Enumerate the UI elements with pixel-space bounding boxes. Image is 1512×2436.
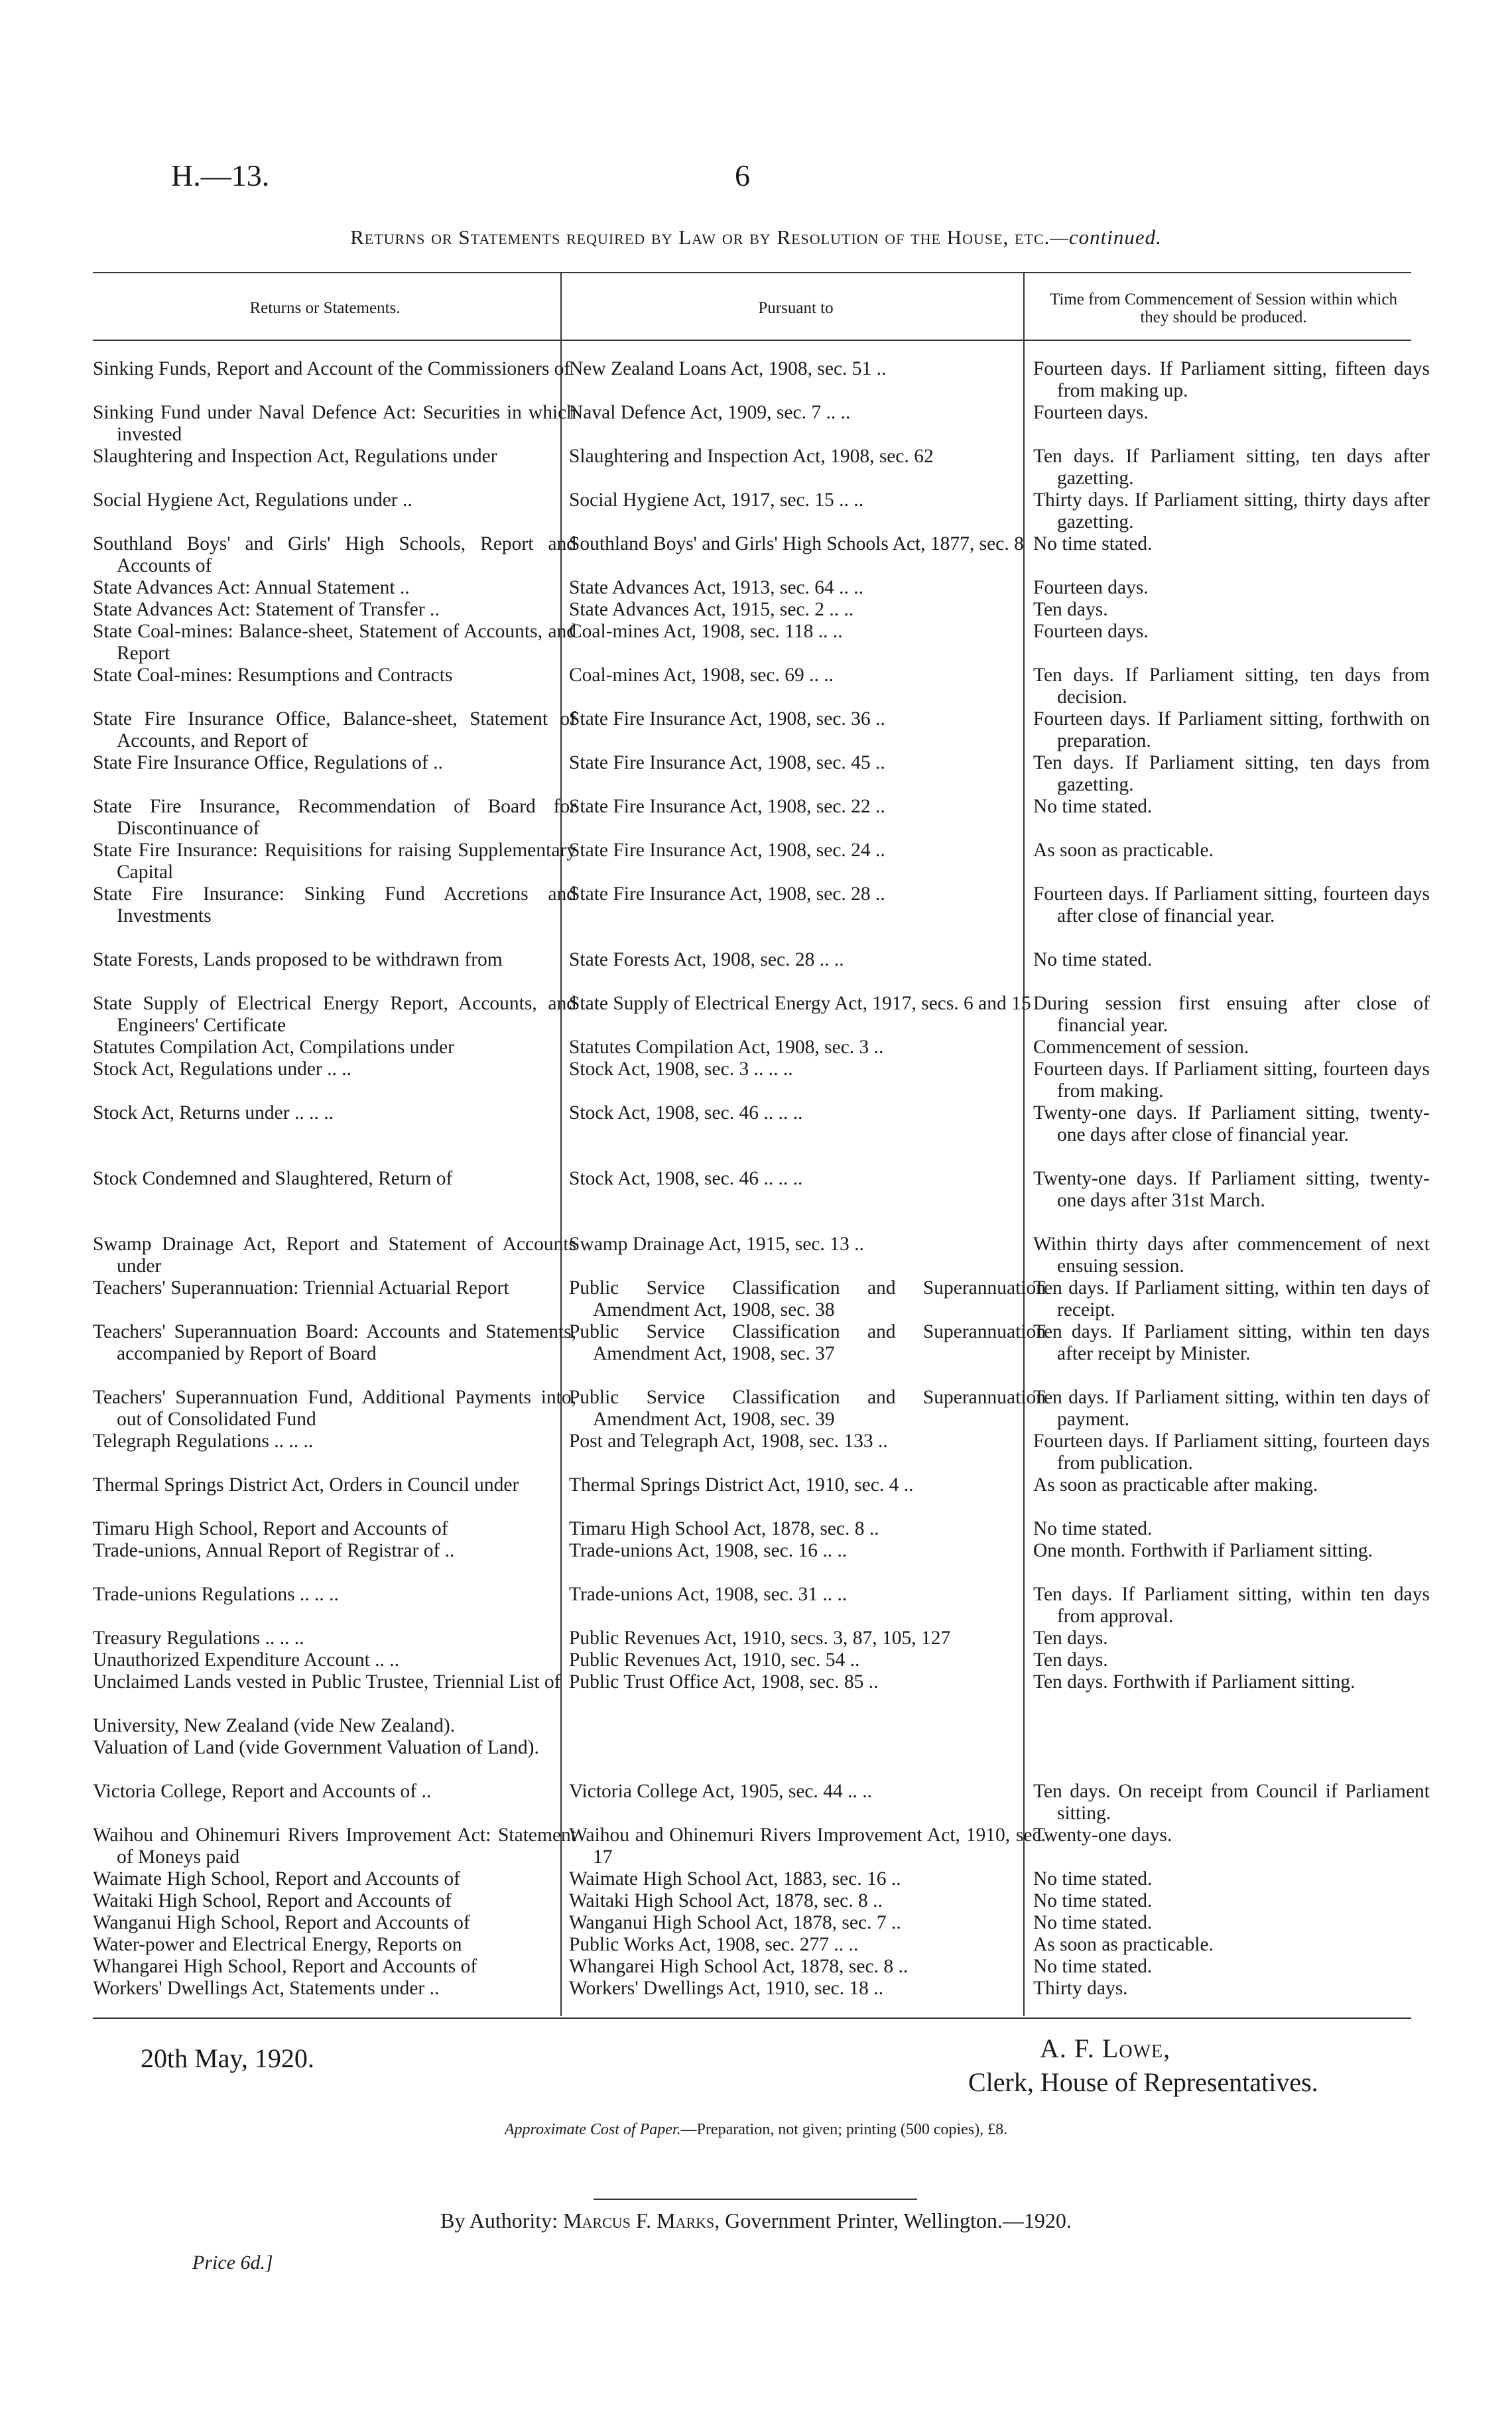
bottom-rule <box>93 2018 1411 2019</box>
cell-returns: Sinking Fund under Naval Defence Act: Securities in which invested <box>93 402 576 445</box>
document-code: H.—13. <box>171 159 270 192</box>
table-row <box>93 840 1411 883</box>
cell-time: Fourteen days. <box>1033 402 1149 423</box>
cell-returns: Unclaimed Lands vested in Public Trustee, Triennial List of <box>93 1671 561 1693</box>
cell-time: No time stated. <box>1033 1518 1153 1539</box>
cell-time: Fourteen days. If Parliament sitting, fifteen days from making up. <box>1033 358 1430 401</box>
cell-pursuant: Public Service Classification and Superannuation Amendment Act, 1908, sec. 38 <box>569 1277 1046 1320</box>
cell-pursuant: Public Trust Office Act, 1908, sec. 85 .. <box>569 1671 879 1693</box>
table-row <box>93 1649 1411 1671</box>
cell-returns: Treasury Regulations .. .. .. <box>93 1628 304 1649</box>
col-header-returns: Returns or Statements. <box>249 299 401 318</box>
cell-time: No time stated. <box>1033 949 1153 970</box>
cell-time: Fourteen days. If Parliament sitting, forthwith on preparation. <box>1033 708 1430 751</box>
cell-time: Thirty days. If Parliament sitting, thirty days after gazetting. <box>1033 489 1430 533</box>
cell-time: Ten days. If Parliament sitting, within ten days of receipt. <box>1033 1277 1430 1320</box>
cell-pursuant: Victoria College Act, 1905, sec. 44 .. .. <box>569 1781 873 1802</box>
cell-pursuant: State Forests Act, 1908, sec. 28 .. .. <box>569 949 844 970</box>
signer-name-text: A. F. Lowe, <box>1040 2033 1171 2063</box>
col-header-pursuant: Pursuant to <box>758 299 834 318</box>
table-row <box>93 796 1411 840</box>
cell-time: Ten days. If Parliament sitting, ten days after gazetting. <box>1033 446 1430 489</box>
table-row <box>93 883 1430 949</box>
table-row <box>93 1956 1411 1978</box>
table-row <box>93 1277 1430 1321</box>
cell-time: Ten days. If Parliament sitting, ten days from decision. <box>1033 665 1430 708</box>
cell-returns: Swamp Drainage Act, Report and Statement of Accounts under <box>93 1234 576 1277</box>
cell-returns: Sinking Funds, Report and Account of the Commissioners of <box>93 358 571 379</box>
table-row <box>93 1037 1411 1058</box>
table-row <box>93 533 1411 577</box>
table-row <box>93 708 1430 752</box>
cell-returns: State Advances Act: Statement of Transfer .. <box>93 599 440 620</box>
signature-date: 20th May, 1920. <box>141 2043 314 2073</box>
cell-returns: State Advances Act: Annual Statement .. <box>93 577 410 598</box>
cell-returns: University, New Zealand (vide New Zealand). <box>93 1715 456 1736</box>
cell-pursuant: Statutes Compilation Act, 1908, sec. 3 .. <box>569 1037 884 1058</box>
signer-name <box>1040 2033 1170 2064</box>
cell-returns: Workers' Dwellings Act, Statements under .. <box>93 1978 440 1999</box>
cell-returns: Trade-unions, Annual Report of Registrar of .. <box>93 1540 455 1561</box>
cost-text: —Preparation, not given; printing (500 copies), £8. <box>680 2121 1008 2138</box>
table-row <box>93 1737 1411 1781</box>
cell-time: As soon as practicable. <box>1033 840 1214 861</box>
cell-returns: State Fire Insurance Office, Regulations of .. <box>93 752 443 773</box>
cell-time: Ten days. Forthwith if Parliament sitting. <box>1033 1671 1355 1693</box>
cell-pursuant: Trade-unions Act, 1908, sec. 16 .. .. <box>569 1540 848 1561</box>
table-row <box>93 1387 1430 1431</box>
cell-pursuant: Slaughtering and Inspection Act, 1908, sec. 62 <box>569 446 934 467</box>
page-number: 6 <box>735 159 750 192</box>
cell-time: Ten days. If Parliament sitting, within ten days from approval. <box>1033 1584 1430 1627</box>
cell-time: Thirty days. <box>1033 1978 1128 1999</box>
table-row <box>93 1584 1430 1628</box>
cell-time: As soon as practicable. <box>1033 1934 1214 1955</box>
top-rule <box>93 272 1411 273</box>
printer-name: Marcus F. Marks <box>563 2209 715 2232</box>
title-continued: —continued. <box>1050 225 1162 249</box>
cell-time: No time stated. <box>1033 533 1153 554</box>
cell-pursuant: Workers' Dwellings Act, 1910, sec. 18 .. <box>569 1978 884 1999</box>
table-row <box>93 489 1430 533</box>
table-row <box>93 599 1411 621</box>
cell-returns: Slaughtering and Inspection Act, Regulations under <box>93 446 497 467</box>
returns-table <box>93 358 1430 2000</box>
cell-returns: Wanganui High School, Report and Accounts of <box>93 1912 470 1933</box>
cell-pursuant: State Fire Insurance Act, 1908, sec. 28 .. <box>569 883 885 905</box>
table-row <box>93 1781 1430 1825</box>
cell-returns: Waitaki High School, Report and Accounts of <box>93 1890 452 1911</box>
cell-time: Fourteen days. <box>1033 621 1149 642</box>
cell-returns: State Coal-mines: Resumptions and Contracts <box>93 665 453 686</box>
cost-label: Approximate Cost of Paper. <box>504 2121 681 2138</box>
title-main: Returns or Statements required by Law or by Resolution of the House, etc. <box>350 225 1050 249</box>
table-row <box>93 402 1411 446</box>
table-row <box>93 665 1430 708</box>
cell-pursuant: Swamp Drainage Act, 1915, sec. 13 .. <box>569 1234 864 1255</box>
cell-returns: State Coal-mines: Balance-sheet, Statement of Accounts, and Report <box>93 621 576 664</box>
cell-time: No time stated. <box>1033 1956 1153 1977</box>
table-row <box>93 1540 1411 1584</box>
cell-time: No time stated. <box>1033 1912 1153 1933</box>
cell-time: Commencement of session. <box>1033 1037 1249 1058</box>
cost-note <box>0 2121 1512 2139</box>
cell-time: As soon as practicable after making. <box>1033 1474 1318 1496</box>
cell-pursuant: Post and Telegraph Act, 1908, sec. 133 .. <box>569 1431 888 1452</box>
cell-pursuant: Stock Act, 1908, sec. 3 .. .. .. <box>569 1058 793 1080</box>
table-row <box>93 1868 1411 1890</box>
cell-time: Within thirty days after commencement of next ensuing session. <box>1033 1234 1430 1277</box>
table-row <box>93 621 1411 665</box>
cell-pursuant: Stock Act, 1908, sec. 46 .. .. .. <box>569 1102 803 1123</box>
cell-returns: Victoria College, Report and Accounts of .. <box>93 1781 432 1802</box>
table-row <box>93 577 1411 599</box>
cell-pursuant: Timaru High School Act, 1878, sec. 8 .. <box>569 1518 879 1539</box>
cell-pursuant: State Fire Insurance Act, 1908, sec. 24 .. <box>569 840 885 861</box>
cell-returns: State Forests, Lands proposed to be withdrawn from <box>93 949 503 970</box>
cell-returns: State Fire Insurance Office, Balance-sheet, Statement of Accounts, and Report of <box>93 708 576 751</box>
cell-returns: Teachers' Superannuation Fund, Additional Payments into, out of Consolidated Fund <box>93 1387 576 1430</box>
cell-pursuant: State Supply of Electrical Energy Act, 1917, secs. 6 and 15 <box>569 993 1031 1014</box>
cell-returns: Waihou and Ohinemuri Rivers Improvement Act: Statement of Moneys paid <box>93 1825 576 1868</box>
cell-time: One month. Forthwith if Parliament sitting. <box>1033 1540 1373 1561</box>
table-row <box>93 1825 1411 1868</box>
cell-returns: State Supply of Electrical Energy Report, Accounts, and Engineers' Certificate <box>93 993 576 1036</box>
cell-returns: Telegraph Regulations .. .. .. <box>93 1431 314 1452</box>
cell-returns: State Fire Insurance: Requisitions for raising Supplementary Capital <box>93 840 576 883</box>
cell-time: Fourteen days. If Parliament sitting, fourteen days after close of financial year. <box>1033 883 1430 927</box>
header-rule <box>93 340 1411 341</box>
table-row <box>93 1978 1411 2000</box>
cell-pursuant: Southland Boys' and Girls' High Schools Act, 1877, sec. 8 <box>569 533 1024 554</box>
price-note: Price 6d.] <box>192 2252 273 2274</box>
cell-time: Twenty-one days. <box>1033 1825 1172 1846</box>
cell-pursuant: Coal-mines Act, 1908, sec. 118 .. .. <box>569 621 843 642</box>
cell-pursuant: State Fire Insurance Act, 1908, sec. 36 .. <box>569 708 885 730</box>
cell-pursuant: Social Hygiene Act, 1917, sec. 15 .. .. <box>569 489 864 511</box>
cell-pursuant: Trade-unions Act, 1908, sec. 31 .. .. <box>569 1584 848 1605</box>
cell-pursuant: State Advances Act, 1913, sec. 64 .. .. <box>569 577 864 598</box>
cell-returns: Southland Boys' and Girls' High Schools, Report and Accounts of <box>93 533 576 576</box>
table-row <box>93 752 1430 796</box>
table-row <box>93 1321 1430 1387</box>
cell-time: Ten days. If Parliament sitting, within ten days of payment. <box>1033 1387 1430 1430</box>
cell-pursuant: State Fire Insurance Act, 1908, sec. 22 .. <box>569 796 885 817</box>
cell-returns: Social Hygiene Act, Regulations under .. <box>93 489 412 511</box>
cell-time: Ten days. If Parliament sitting, within ten days after receipt by Minister. <box>1033 1321 1430 1364</box>
col-header-time: Time from Commencement of Session within which they should be produced. <box>1049 290 1398 326</box>
table-row <box>93 1474 1411 1518</box>
cell-returns: Thermal Springs District Act, Orders in Council under <box>93 1474 519 1496</box>
cell-time: No time stated. <box>1033 796 1153 817</box>
table-row <box>93 1715 1411 1737</box>
authority-suffix: , Government Printer, Wellington.—1920. <box>714 2209 1072 2232</box>
column-headers <box>93 279 1411 338</box>
cell-time: During session first ensuing after close of financial year. <box>1033 993 1430 1036</box>
signer-title: Clerk, House of Representatives. <box>968 2067 1318 2097</box>
table-row <box>93 993 1430 1037</box>
cell-returns: Teachers' Superannuation Board: Accounts and Statements, accompanied by Report of Board <box>93 1321 576 1364</box>
cell-time: Ten days. <box>1033 1628 1108 1649</box>
cell-returns: Stock Act, Returns under .. .. .. <box>93 1102 334 1123</box>
authority-prefix: By Authority: <box>440 2209 564 2232</box>
cell-time: Fourteen days. <box>1033 577 1149 598</box>
cell-pursuant: Public Works Act, 1908, sec. 277 .. .. <box>569 1934 859 1955</box>
page-title <box>0 225 1512 249</box>
cell-pursuant: Naval Defence Act, 1909, sec. 7 .. .. <box>569 402 851 423</box>
cell-pursuant: Whangarei High School Act, 1878, sec. 8 .. <box>569 1956 909 1977</box>
cell-time: Fourteen days. If Parliament sitting, fourteen days from publication. <box>1033 1431 1430 1474</box>
table-row <box>93 1671 1411 1715</box>
table-row <box>93 358 1430 402</box>
cell-time: Ten days. <box>1033 599 1108 620</box>
table-row <box>93 1058 1430 1102</box>
cell-pursuant: Public Revenues Act, 1910, sec. 54 .. <box>569 1649 860 1671</box>
table-row <box>93 1628 1411 1649</box>
cell-returns: Whangarei High School, Report and Accounts of <box>93 1956 477 1977</box>
cell-returns: Statutes Compilation Act, Compilations under <box>93 1037 454 1058</box>
cell-time: Fourteen days. If Parliament sitting, fourteen days from making. <box>1033 1058 1430 1102</box>
table-row <box>93 949 1411 993</box>
cell-pursuant: Stock Act, 1908, sec. 46 .. .. .. <box>569 1168 803 1189</box>
table-row <box>93 1431 1430 1474</box>
cell-time: Ten days. If Parliament sitting, ten days from gazetting. <box>1033 752 1430 795</box>
cell-pursuant: Coal-mines Act, 1908, sec. 69 .. .. <box>569 665 834 686</box>
table-row <box>93 1102 1430 1168</box>
cell-pursuant: Wanganui High School Act, 1878, sec. 7 .. <box>569 1912 901 1933</box>
cell-returns: State Fire Insurance: Sinking Fund Accretions and Investments <box>93 883 576 927</box>
cell-returns: Water-power and Electrical Energy, Reports on <box>93 1934 462 1955</box>
cell-pursuant: New Zealand Loans Act, 1908, sec. 51 .. <box>569 358 887 379</box>
cell-pursuant: Public Service Classification and Superannuation Amendment Act, 1908, sec. 39 <box>569 1387 1046 1430</box>
cell-pursuant: Waihou and Ohinemuri Rivers Improvement Act, 1910, sec. 17 <box>569 1825 1046 1868</box>
cell-pursuant: Waimate High School Act, 1883, sec. 16 .. <box>569 1868 901 1890</box>
table-row <box>93 1934 1411 1956</box>
table-row <box>93 446 1430 489</box>
cell-pursuant: Waitaki High School Act, 1878, sec. 8 .. <box>569 1890 883 1911</box>
cell-pursuant: State Fire Insurance Act, 1908, sec. 45 .. <box>569 752 885 773</box>
cell-time: Twenty-one days. If Parliament sitting, twenty-one days after 31st March. <box>1033 1168 1430 1211</box>
authority-rule <box>594 2199 917 2200</box>
cell-time: No time stated. <box>1033 1890 1153 1911</box>
cell-returns: State Fire Insurance, Recommendation of Board for Discontinuance of <box>93 796 576 839</box>
cell-pursuant: Thermal Springs District Act, 1910, sec. 4 .. <box>569 1474 914 1496</box>
cell-returns: Waimate High School, Report and Accounts of <box>93 1868 460 1890</box>
printer-authority <box>0 2209 1512 2233</box>
cell-returns: Valuation of Land (vide Government Valuation of Land). <box>93 1737 539 1758</box>
cell-returns: Stock Act, Regulations under .. .. <box>93 1058 352 1080</box>
cell-time: Ten days. <box>1033 1649 1108 1671</box>
cell-returns: Timaru High School, Report and Accounts of <box>93 1518 448 1539</box>
table-row <box>93 1912 1411 1934</box>
cell-returns: Stock Condemned and Slaughtered, Return of <box>93 1168 453 1189</box>
table-row <box>93 1168 1430 1234</box>
cell-time: No time stated. <box>1033 1868 1153 1890</box>
cell-pursuant: State Advances Act, 1915, sec. 2 .. .. <box>569 599 854 620</box>
cell-pursuant: Public Service Classification and Superannuation Amendment Act, 1908, sec. 37 <box>569 1321 1046 1364</box>
cell-returns: Unauthorized Expenditure Account .. .. <box>93 1649 400 1671</box>
table-row <box>93 1890 1411 1912</box>
table-row <box>93 1518 1411 1540</box>
table-row <box>93 1234 1430 1277</box>
cell-time: Twenty-one days. If Parliament sitting, twenty-one days after close of financial year. <box>1033 1102 1430 1145</box>
cell-returns: Trade-unions Regulations .. .. .. <box>93 1584 339 1605</box>
cell-time: Ten days. On receipt from Council if Parliament sitting. <box>1033 1781 1430 1824</box>
cell-pursuant: Public Revenues Act, 1910, secs. 3, 87, 105, 127 <box>569 1628 951 1649</box>
cell-returns: Teachers' Superannuation: Triennial Actuarial Report <box>93 1277 509 1299</box>
